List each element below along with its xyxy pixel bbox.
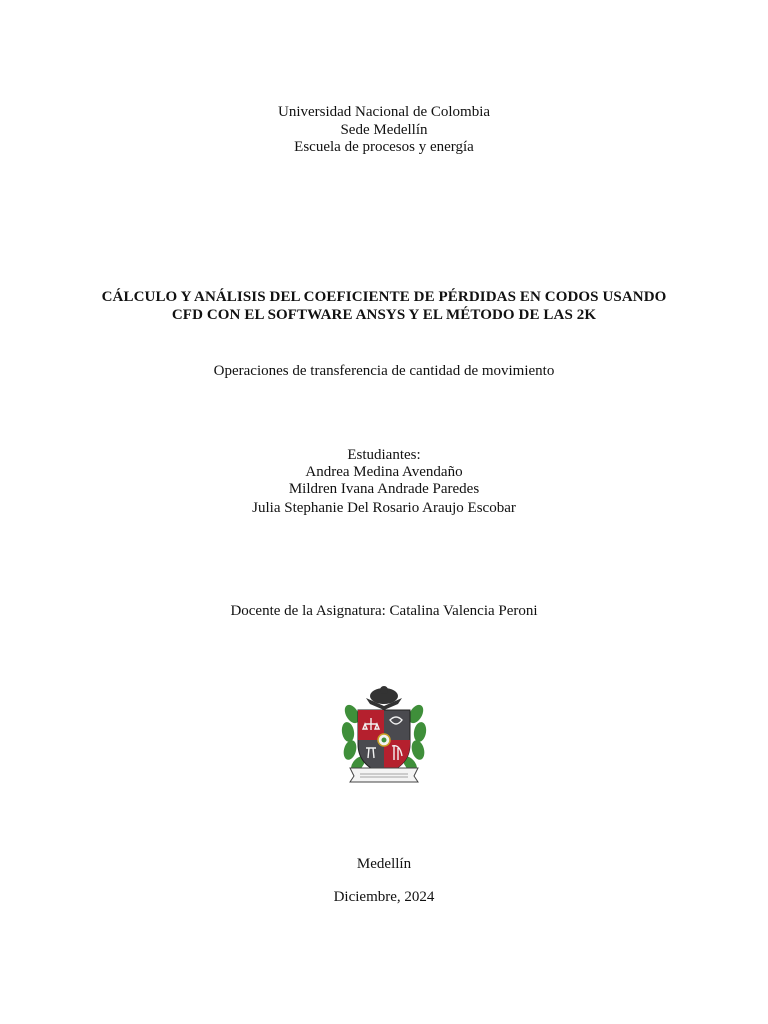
school-name: Escuela de procesos y energía <box>294 139 474 155</box>
teacher-line: Docente de la Asignatura: Catalina Valencia Peroni <box>230 603 538 619</box>
document-title-line-1: CÁLCULO Y ANÁLISIS DEL COEFICIENTE DE PÉRDIDAS EN CODOS USANDO <box>101 289 667 305</box>
student-name-1: Andrea Medina Avendaño <box>305 464 463 480</box>
university-name: Universidad Nacional de Colombia <box>277 104 491 120</box>
student-name-3: Julia Stephanie Del Rosario Araujo Escobar <box>252 500 516 516</box>
students-label: Estudiantes: <box>347 447 421 463</box>
student-name-2: Mildren Ivana Andrade Paredes <box>288 481 480 497</box>
document-title-line-2: CFD CON EL SOFTWARE ANSYS Y EL MÉTODO DE LAS 2K <box>171 307 597 323</box>
city-name: Medellín <box>356 856 412 872</box>
university-seal-icon <box>340 684 428 786</box>
course-name: Operaciones de transferencia de cantidad de movimiento <box>213 363 555 379</box>
campus-name: Sede Medellín <box>340 122 428 138</box>
document-date: Diciembre, 2024 <box>333 889 435 905</box>
